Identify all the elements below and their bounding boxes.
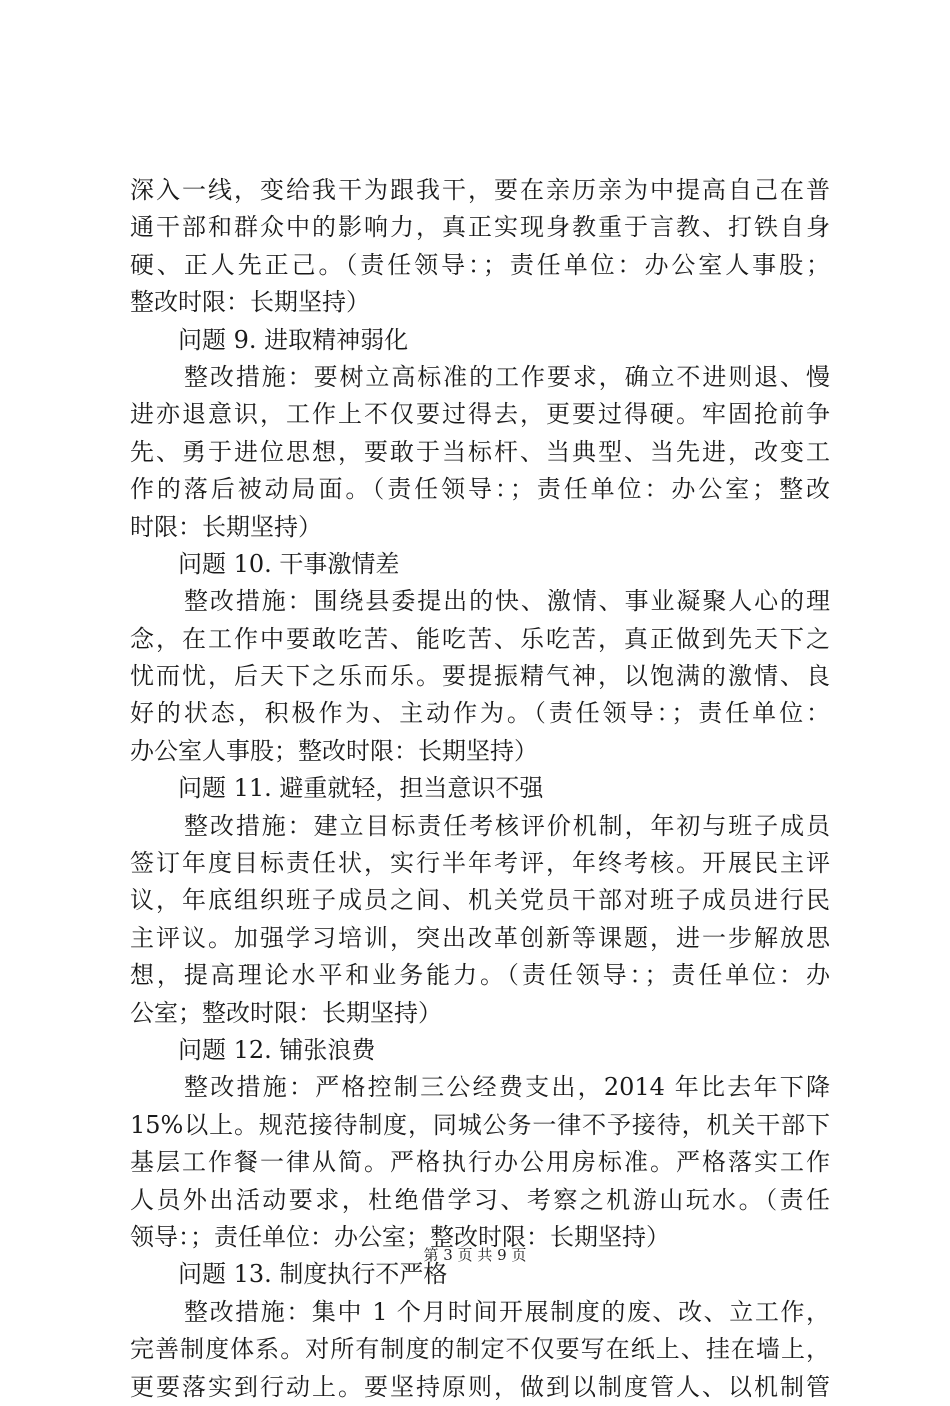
text-line: 时限：长期坚持） bbox=[130, 512, 322, 541]
text-line: 作的落后被动局面。（责任领导：；责任单位：办公室；整改 bbox=[130, 475, 830, 504]
text-line: 整改措施：围绕县委提出的快、激情、事业凝聚人心的理 bbox=[184, 587, 830, 616]
section-heading: 问题 12. 铺张浪费 bbox=[178, 1035, 376, 1064]
text-line: 人员外出活动要求，杜绝借学习、考察之机游山玩水。（责任 bbox=[130, 1185, 830, 1214]
text-line: 公室；整改时限：长期坚持） bbox=[130, 998, 442, 1027]
text-line: 先、勇于进位思想，要敢于当标杆、当典型、当先进，改变工 bbox=[130, 437, 830, 466]
text-line: 签订年度目标责任状，实行半年考评，年终考核。开展民主评 bbox=[130, 849, 830, 878]
document-body bbox=[130, 172, 830, 1406]
text-line: 基层工作餐一律从简。严格执行办公用房标准。严格落实工作 bbox=[130, 1148, 830, 1177]
text-line: 深入一线，变给我干为跟我干，要在亲历亲为中提高自己在普 bbox=[130, 176, 830, 204]
section-heading: 问题 13. 制度执行不严格 bbox=[178, 1260, 448, 1289]
text-line: 领导：；责任单位：办公室；整改时限：长期坚持） bbox=[130, 1222, 670, 1251]
text-line: 整改时限：长期坚持） bbox=[130, 288, 370, 317]
section-heading: 问题 11. 避重就轻，担当意识不强 bbox=[178, 774, 544, 803]
text-line: 议，年底组织班子成员之间、机关党员干部对班子成员进行民 bbox=[130, 886, 830, 915]
text-line: 进亦退意识，工作上不仅要过得去，更要过得硬。牢固抢前争 bbox=[130, 400, 830, 429]
section-heading: 问题 10. 干事激情差 bbox=[178, 549, 400, 578]
text-line: 整改措施：集中 1 个月时间开展制度的废、改、立工作， bbox=[184, 1297, 830, 1326]
text-line: 想，提高理论水平和业务能力。（责任领导：；责任单位：办 bbox=[130, 961, 830, 990]
text-line: 完善制度体系。对所有制度的制定不仅要写在纸上、挂在墙上， bbox=[130, 1335, 830, 1364]
text-line: 整改措施：要树立高标准的工作要求，确立不进则退、慢 bbox=[184, 362, 830, 391]
text-line: 更要落实到行动上。要坚持原则，做到以制度管人、以机制管 bbox=[130, 1372, 830, 1401]
text-line: 整改措施：严格控制三公经费支出，2014 年比去年下降 bbox=[184, 1073, 830, 1102]
text-line: 好的状态，积极作为、主动作为。（责任领导：；责任单位： bbox=[130, 699, 830, 728]
section-heading: 问题 9. 进取精神弱化 bbox=[178, 325, 409, 354]
text-line: 念，在工作中要敢吃苦、能吃苦、乐吃苦，真正做到先天下之 bbox=[130, 624, 830, 653]
text-line: 通干部和群众中的影响力，真正实现身教重于言教、打铁自身 bbox=[130, 213, 830, 242]
text-line: 硬、正人先正己。（责任领导：；责任单位：办公室人事股； bbox=[130, 250, 830, 279]
text-line: 忧而忧，后天下之乐而乐。要提振精气神，以饱满的激情、良 bbox=[130, 662, 830, 691]
text-line: 主评议。加强学习培训，突出改革创新等课题，进一步解放思 bbox=[130, 923, 830, 952]
text-line: 整改措施：建立目标责任考核评价机制，年初与班子成员 bbox=[184, 811, 830, 840]
page-footer: 第 3 页 共 9 页 bbox=[423, 1246, 527, 1264]
text-line: 办公室人事股；整改时限：长期坚持） bbox=[130, 736, 538, 765]
text-line: 15%以上。规范接待制度，同城公务一律不予接待，机关干部下 bbox=[130, 1110, 830, 1139]
